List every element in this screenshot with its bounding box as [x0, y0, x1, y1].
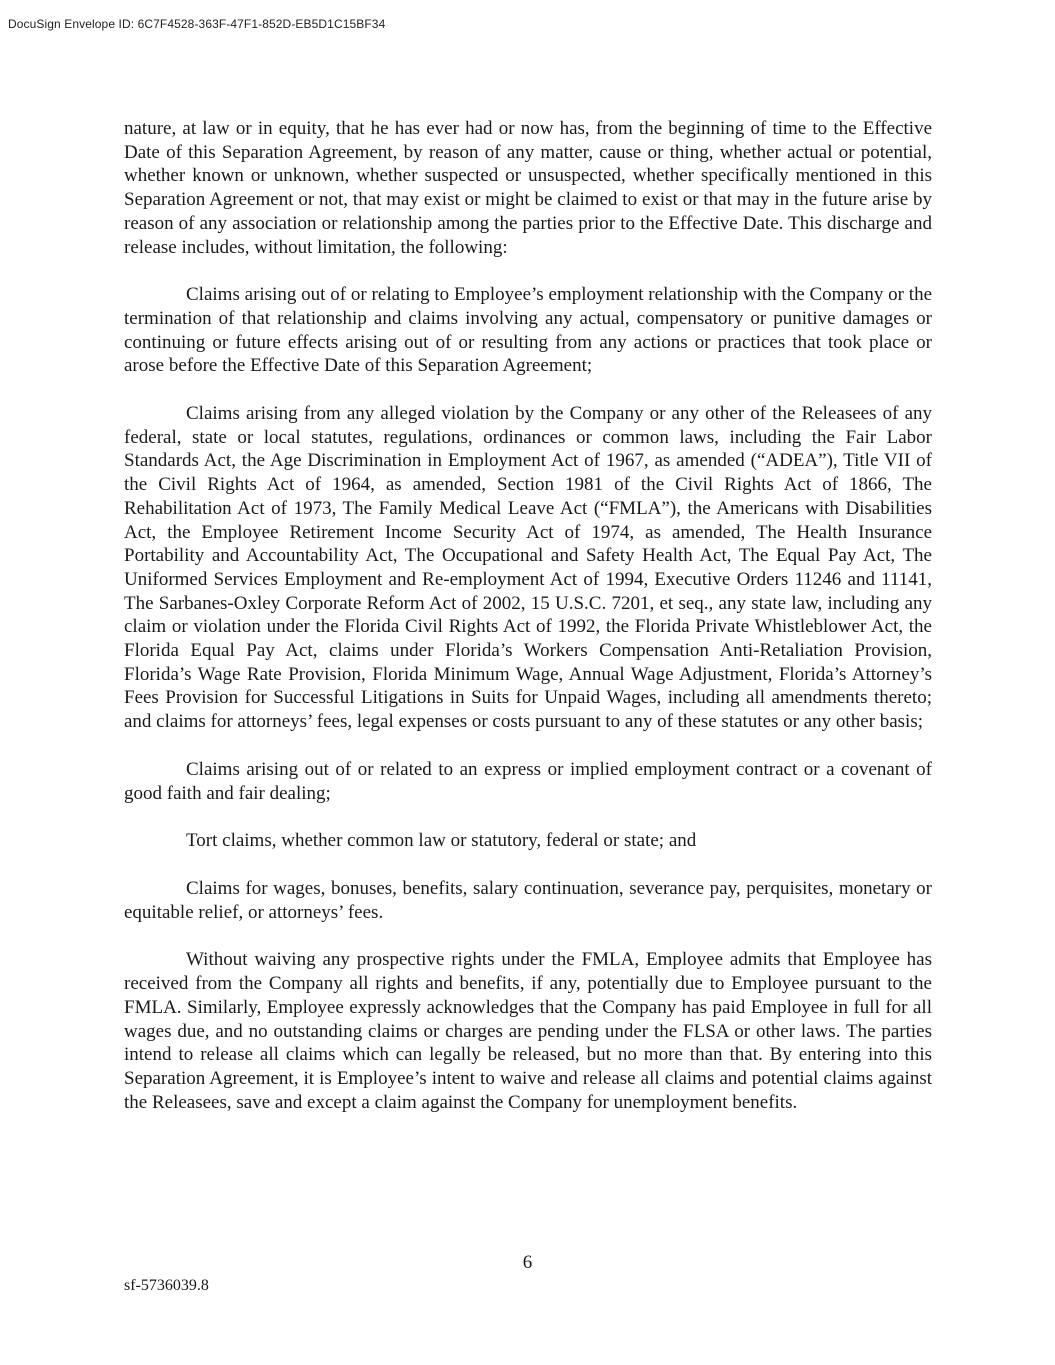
docusign-envelope-id: DocuSign Envelope ID: 6C7F4528-363F-47F1-852D-EB5D1C15BF34 [8, 17, 386, 31]
paragraph-tort-claims: Tort claims, whether common law or statutory, federal or state; and [186, 830, 697, 852]
paragraph-release-continuation: nature, at law or in equity, that he has ever had or now has, from the beginning of time to the Effective Date of this Separation Agreement, by reason of any matter, cause or thing, whether actual or potential, whether known or unknown, whether suspected or unsuspected, whether specifically mentioned in this Separation Agreement or not, that may exist or might be claimed to exist or that may in the future arise by reason of any association or relationship among the parties prior to the Effective Date. This discharge and release includes, without limitation, the following: [124, 118, 932, 258]
paragraph-employment-claims: Claims arising out of or relating to Employee’s employment relationship with the Company or the termination of that relationship and claims involving any actual, compensatory or punitive damages or continuing or future effects arising out of or resulting from any actions or practices that took place or arose before the Effective Date of this Separation Agreement; [124, 284, 932, 377]
paragraph-contract-claims: Claims arising out of or related to an express or implied employment contract or a covenant of good faith and fair dealing; [124, 758, 932, 804]
paragraph-wage-claims: Claims for wages, bonuses, benefits, salary continuation, severance pay, perquisites, monetary or equitable relief, or attorneys’ fees. [124, 877, 932, 923]
paragraph-fmla-acknowledgment: Without waiving any prospective rights under the FMLA, Employee admits that Employee has received from the Company all rights and benefits, if any, potentially due to Employee pursuant to the FMLA. Similarly, Employee expressly acknowledges that the Company has paid Employee in full for all wages due, and no outstanding claims or charges are pending under the FLSA or other laws. The parties intend to release all claims which can legally be released, but no more than that. By entering into this Separation Agreement, it is Employee’s intent to waive and release all claims and potential claims against the Releasees, save and except a claim against the Company for unemployment benefits. [124, 949, 932, 1113]
document-body [124, 117, 932, 1138]
paragraph-statutory-claims: Claims arising from any alleged violation by the Company or any other of the Releasees of any federal, state or local statutes, regulations, ordinances or common laws, including the Fair Labor Standards Act, the Age Discrimination in Employment Act of 1967, as amended (“ADEA”), Title VII of the Civil Rights Act of 1964, as amended, Section 1981 of the Civil Rights Act of 1866, The Rehabilitation Act of 1973, The Family Medical Leave Act (“FMLA”), the Americans with Disabilities Act, the Employee Retirement Income Security Act of 1974, as amended, The Health Insurance Portability and Accountability Act, The Occupational and Safety Health Act, The Equal Pay Act, The Uniformed Services Employment and Re-employment Act of 1994, Executive Orders 11246 and 11141, The Sarbanes-Oxley Corporate Reform Act of 2002, 15 U.S.C. 7201, et seq., any state law, including any claim or violation under the Florida Civil Rights Act of 1992, the Florida Private Whistleblower Act, the Florida Equal Pay Act, claims under Florida’s Workers Compensation Anti-Retaliation Provision, Florida’s Wage Rate Provision, Florida Minimum Wage, Annual Wage Adjustment, Florida’s Attorney’s Fees Provision for Successful Litigations in Suits for Unpaid Wages, including all amendments thereto; and claims for attorneys’ fees, legal expenses or costs pursuant to any of these statutes or any other basis; [124, 403, 932, 733]
page-number: 6 [522, 1252, 533, 1273]
document-id: sf-5736039.8 [124, 1277, 209, 1294]
